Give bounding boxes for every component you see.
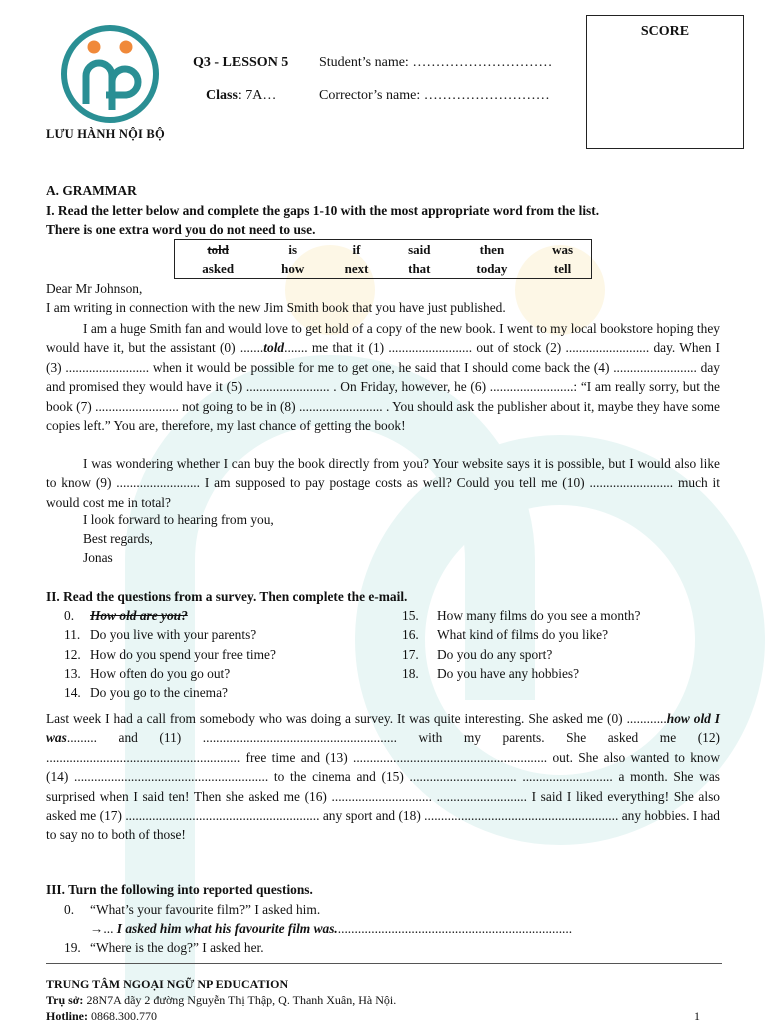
page-number: 1 [694,1009,700,1023]
question-text: “What’s your favourite film?” I asked him. [90,902,321,917]
question-number: 13. [64,666,81,681]
part2-instruction: II. Read the questions from a survey. Then complete the e-mail. [46,589,408,604]
question-text: Do you live with your parents? [90,627,257,642]
question-number: 14. [64,685,81,700]
letter-greeting: Dear Mr Johnson, [46,281,143,296]
question-text: Do you do any sport? [437,647,553,662]
hotline-value: 0868.300.770 [88,1009,157,1023]
question-text: Do you have any hobbies? [437,666,580,681]
question-text: How do you spend your free time? [90,647,276,662]
survey-question [64,666,230,682]
word-bank-item: was [552,241,574,257]
address-label: Trụ sở: [46,993,84,1007]
email-text: ......... and (11) .......................................................... with my parents. She asked me (12) .......................................................... free time and (13) .......................................................... out. She also wanted to know (14) .......................................................... to the cinema and (15) ................................ ........................... a month. She was surprised when I said ten! Then she asked me (16) .............................. ........................... I said I liked everything! She also asked me (17) .......................................................... any sport and (18) .......................................................... any hobbies. I had to say no to both of those! [46,730,720,843]
survey-question [402,608,640,624]
word-bank-item: how [281,260,305,276]
word-bank-item: tell [553,260,572,276]
word-bank-item: told [207,241,229,257]
word-bank-row [175,259,591,278]
footer-divider [46,963,722,964]
footer-hotline [46,1009,157,1024]
survey-question [64,608,188,624]
example-answer: I asked him what his favourite film was. [116,921,338,936]
word-bank-item: if [352,241,361,257]
np-logo-icon [56,24,164,124]
reported-question [64,940,264,956]
reported-example [64,902,320,918]
question-number: 17. [402,647,419,662]
survey-question [402,647,552,663]
survey-question [64,647,276,663]
question-number: 0. [64,902,75,917]
word-bank-item: is [288,241,298,257]
part3-instruction: III. Turn the following into reported questions. [46,882,313,897]
class-value: : 7A… [237,88,277,103]
question-text: “Where is the dog?” I asked her. [90,940,264,955]
word-bank-item: asked [202,260,235,276]
survey-question [64,685,228,701]
lesson-title: Q3 - LESSON 5 [193,55,289,70]
question-number: 18. [402,666,419,681]
letter-paragraph-1: I am writing in connection with the new Jim Smith book that you have just published. [46,300,506,315]
class-label: Class [206,88,238,103]
question-number: 19. [64,940,81,955]
question-number: 15. [402,608,419,623]
student-name-field[interactable]: Student’s name: ………………………… [319,55,553,70]
word-bank-item: then [479,241,505,257]
hotline-label: Hotline: [46,1009,88,1023]
arrow-icon: →... [90,921,117,936]
question-text: Do you go to the cinema? [90,685,228,700]
word-bank-item: today [476,260,508,276]
example-answer: told [263,340,285,356]
survey-question [402,666,579,682]
word-bank-item: that [408,260,431,276]
question-number: 11. [64,627,81,642]
letter-paragraph-3: I was wondering whether I can buy the book directly from you? Your website says it is possible, but I would also like to know (9) ......................... I am supposed to pay postage costs as well? Could you tell me (10) ......................... much it would cost me in total? [46,456,720,510]
logo-caption: LƯU HÀNH NỘI BỘ [46,127,165,141]
letter-regards: Best regards, [83,531,153,546]
word-bank [174,239,592,279]
part1-instruction-2: There is one extra word you do not need to use. [46,222,316,237]
letter-text: ....... me that it (1) ......................... out of stock (2) ......................... day. When I (3) ......................... when it would be possible for me to get one, he said that I should come back the (4) ......................... day and promised they would have it (5) ......................... . On Friday, however, he (6) .........................: “I am really sorry, but the book (7) ......................... not going to be in (8) ......................... . You should ask the publisher about it, maybe they have some copies left.” You are, therefore, my last chance of getting the book! [46,340,720,434]
section-title: A. GRAMMAR [46,183,137,198]
letter-paragraph-2 [46,319,720,435]
question-text: What kind of films do you like? [437,627,609,642]
question-text: How often do you go out? [90,666,231,681]
answer-dots: ...................................................................... [337,921,573,936]
word-bank-row [175,240,591,259]
class-field [206,88,276,104]
question-number: 16. [402,627,419,642]
survey-email [46,709,720,845]
footer-center-name: TRUNG TÂM NGOẠI NGỮ NP EDUCATION [46,977,289,991]
reported-example-answer [90,921,572,937]
question-number: 0. [64,608,75,623]
score-box [586,15,744,149]
question-text: How old are you? [90,608,188,623]
footer-address [46,993,396,1008]
letter-signature: Jonas [83,550,113,565]
example-answer: how old I was [46,711,720,746]
word-bank-item: next [344,260,369,276]
question-text: How many films do you see a month? [437,608,641,623]
letter-closing: I look forward to hearing from you, [83,512,274,527]
score-title: SCORE [640,24,690,39]
address-value: 28N7A dãy 2 đường Nguyễn Thị Thập, Q. Thanh Xuân, Hà Nội. [83,993,397,1007]
corrector-name-field[interactable]: Corrector’s name: ……………………… [319,88,550,103]
question-number: 12. [64,647,81,662]
part1-instruction: I. Read the letter below and complete the gaps 1-10 with the most appropriate word from the list. [46,203,600,218]
survey-question [402,627,608,643]
survey-question [64,627,256,643]
email-text: Last week I had a call from somebody who was doing a survey. It was quite interesting. She asked me (0) ............ [46,711,667,726]
letter-text: I am a huge Smith fan and would love to get hold of a copy of the new book. I went to my local bookstore hoping they would have it, but the assistant (0) ....... [46,321,720,356]
word-bank-item: said [408,241,431,257]
